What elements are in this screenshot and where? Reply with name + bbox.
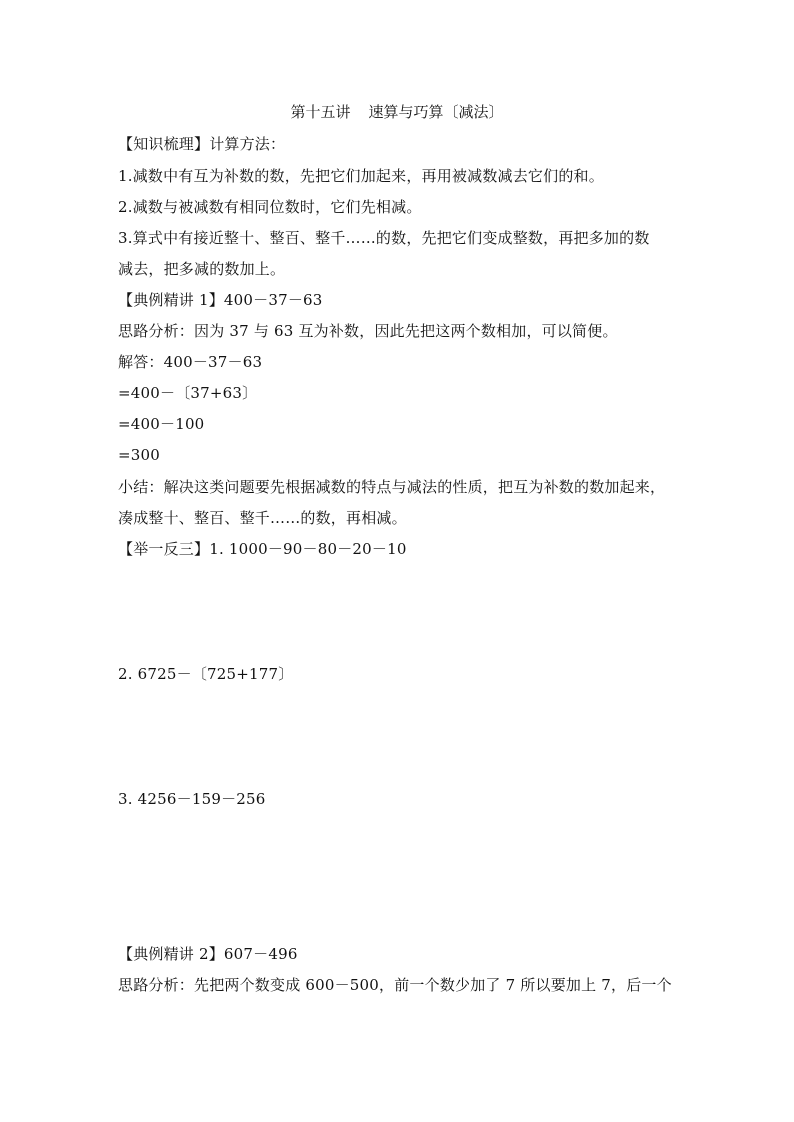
example-1-heading: 【典例精讲 1】400－37－63: [118, 291, 323, 309]
example-1-analysis: 思路分析：因为 37 与 63 互为补数，因此先把这两个数相加，可以简便。: [118, 322, 618, 340]
example-2-heading: 【典例精讲 2】607－496: [118, 945, 298, 963]
rule-3-line-2: 减去，把多减的数加上。: [118, 260, 286, 278]
example-2-analysis: 思路分析：先把两个数变成 600－500，前一个数少加了 7 所以要加上 7，后一个: [118, 976, 672, 994]
example-1-summary-line-1: 小结：解决这类问题要先根据减数的特点与减法的性质，把互为补数的数加起来，: [118, 478, 666, 496]
knowledge-heading: 【知识梳理】计算方法：: [118, 135, 286, 153]
rule-2: 2.减数与被减数有相同位数时，它们先相减。: [118, 198, 422, 216]
example-1-answer: 解答：400－37－63: [118, 353, 263, 371]
rule-3-line-1: 3.算式中有接近整十、整百、整千……的数，先把它们变成整数，再把多加的数: [118, 229, 650, 247]
practice-heading: 【举一反三】1. 1000－90－80－20－10: [118, 540, 407, 558]
example-1-step-2: =400－100: [118, 415, 205, 433]
lecture-topic: 速算与巧算〔减法〕: [368, 103, 504, 121]
lecture-number: 第十五讲: [290, 103, 351, 121]
practice-question-2: 2. 6725－〔725+177〕: [118, 665, 294, 683]
practice-question-3: 3. 4256－159－256: [118, 790, 266, 808]
example-1-summary-line-2: 凑成整十、整百、整千……的数，再相减。: [118, 509, 407, 527]
example-1-step-1: =400－〔37+63〕: [118, 384, 258, 402]
page-title: [0, 102, 794, 122]
example-1-step-3: =300: [118, 446, 160, 464]
rule-1: 1.减数中有互为补数的数，先把它们加起来，再用被减数减去它们的和。: [118, 167, 604, 185]
